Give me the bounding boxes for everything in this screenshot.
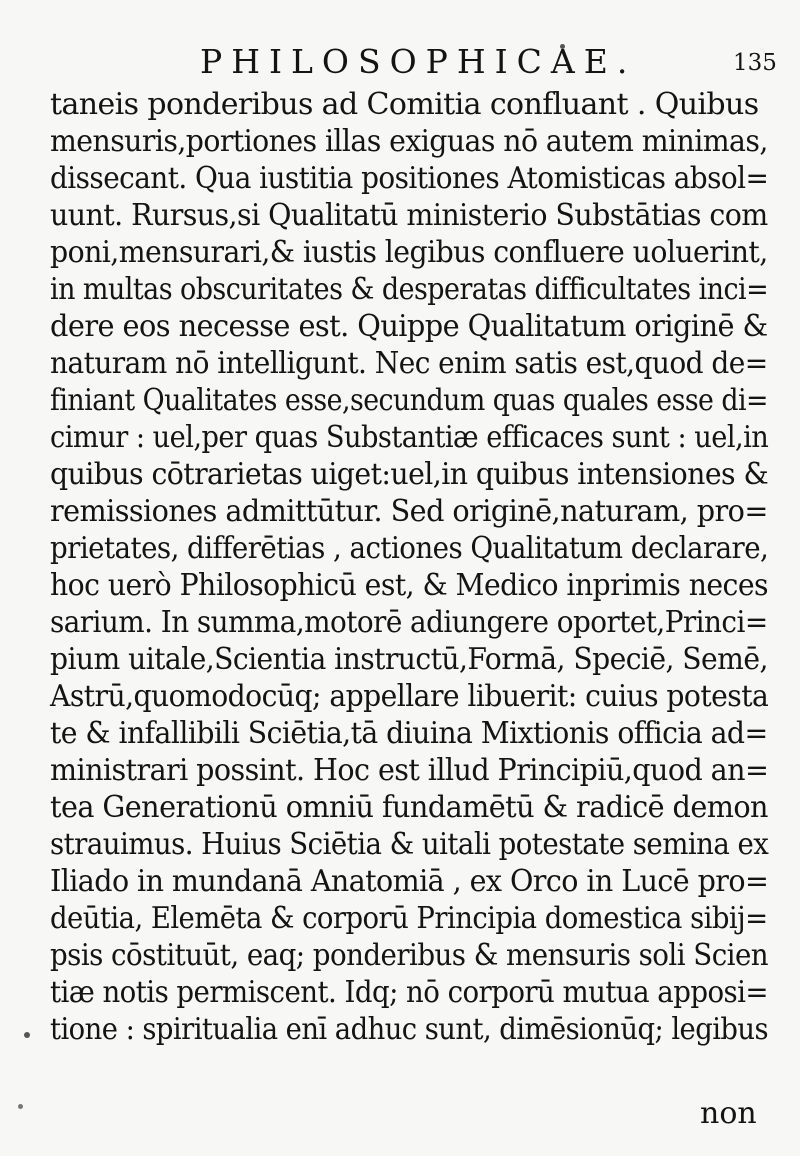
catchword: non	[700, 1096, 757, 1131]
text-line: ministrari possint. Hoc est illud Principiū,quod an=	[50, 753, 769, 788]
text-line: taneis ponderibus ad Comitia confluant . Quibus	[50, 87, 759, 122]
text-line: quibus cōtrarietas uiget:uel,in quibus intensiones &	[50, 457, 769, 492]
text-line: in multas obscuritates & desperatas difficultates inci=	[50, 272, 769, 307]
text-line: strauimus. Huius Sciētia & uitali potestate semina ex	[50, 827, 769, 862]
ink-speck	[18, 1104, 23, 1109]
text-line: mensuris,portiones illas exiguas nō autem minimas,	[50, 124, 768, 159]
text-line: Astrū,quomodocūq; appellare libuerit: cuius potesta	[50, 679, 769, 714]
text-line: naturam nō intelligunt. Nec enim satis est,quod de=	[50, 346, 768, 381]
text-line: tea Generationū omniū fundamētū & radicē demon	[50, 790, 768, 825]
ink-speck	[24, 1032, 30, 1038]
text-line: cimur : uel,per quas Substantiæ efficaces sunt : uel,in	[50, 420, 769, 455]
text-line: pium uitale,Scientia instructū,Formā, Speciē, Semē,	[50, 642, 768, 677]
page-number: 135	[733, 50, 777, 76]
text-line: uunt. Rursus,si Qualitatū ministerio Substātias com	[50, 198, 768, 233]
text-line: Iliado in mundanā Anatomiā , ex Orco in Lucē pro=	[50, 864, 769, 899]
text-line: poni,mensurari,& iustis legibus confluere uoluerint,	[50, 235, 768, 270]
text-line: remissiones admittūtur. Sed originē,naturam, pro=	[50, 494, 768, 529]
text-line: tione : spiritualia enī adhuc sunt, dimēsionūq; legibus	[50, 1012, 769, 1047]
text-line: dere eos necesse est. Quippe Qualitatum originē &	[50, 309, 768, 344]
running-head: PHILOSOPHICAE.	[200, 42, 637, 81]
text-line: hoc uerò Philosophicū est, & Medico inprimis neces	[50, 568, 768, 603]
text-line: te & infallibili Sciētia,tā diuina Mixtionis officia ad=	[50, 716, 768, 751]
text-line: finiant Qualitates esse,secundum quas quales esse di=	[50, 383, 768, 418]
text-line: tiæ notis permiscent. Idq; nō corporū mutua apposi=	[50, 975, 769, 1010]
text-line: sarium. In summa,motorē adiungere oportet,Princi=	[50, 605, 768, 640]
text-line: psis cōstituūt, eaq; ponderibus & mensuris soli Scien	[50, 938, 769, 973]
text-line: deūtia, Elemēta & corporū Principia domestica sibij=	[50, 901, 768, 936]
text-line: dissecant. Qua iustitia positiones Atomisticas absol=	[50, 161, 769, 196]
text-line: prietates, differētias , actiones Qualitatum declarare,	[50, 531, 769, 566]
body-text	[50, 86, 772, 1048]
